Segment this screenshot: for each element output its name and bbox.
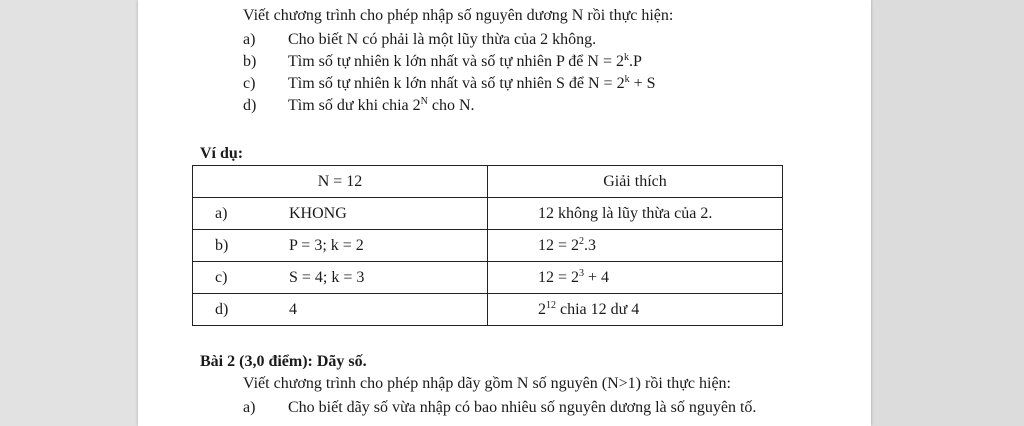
row-label: a) [215,205,228,222]
row-value: KHONG [289,205,347,222]
task-text: Cho biết N có phải là một lũy thừa của 2 không. [288,31,597,48]
table-header-row [193,166,783,198]
row-value: S = 4; k = 3 [289,269,365,286]
task-marker: a) [243,31,256,48]
table-header: N = 12 [193,166,488,198]
document-page [138,0,871,426]
row-explanation: 12 không là lũy thừa của 2. [537,205,713,222]
row-label: b) [215,237,229,254]
row-label: c) [215,269,228,286]
task-text: Tìm số tự nhiên k lớn nhất và số tự nhiên P để $N = 2^k.P$ [288,52,642,70]
table-row [193,294,783,326]
table-header: Giải thích [487,166,782,198]
table-cell [487,230,782,262]
task-marker: a) [243,399,256,416]
row-value: 4 [289,301,297,318]
table-cell [193,230,488,262]
row-label: d) [215,301,229,318]
table-cell [193,262,488,294]
table-cell [487,262,782,294]
table-row [193,198,783,230]
row-explanation: $2^{12}$ chia 12 dư 4 [537,300,640,318]
row-value: P = 3; k = 2 [289,237,364,254]
row-explanation: $12 = 2^3 + 4$ [537,268,610,286]
task-text: Tìm số dư khi chia $2^N$ cho N. [288,96,475,114]
task-text: Tìm số tự nhiên k lớn nhất và số tự nhiên S để $N = 2^k + S$ [288,74,656,92]
table-cell [487,198,782,230]
table-row [193,230,783,262]
background-right [871,0,1024,426]
task-marker: c) [243,75,256,92]
table-cell [193,294,488,326]
section2-title: Bài 2 (3,0 điểm): Dãy số. [200,353,367,370]
row-explanation: $12 = 2^2.3$ [537,236,596,254]
task-marker: b) [243,53,257,70]
section2-intro: Viết chương trình cho phép nhập dãy gồm N số nguyên (N>1) rồi thực hiện: [243,375,731,392]
example-title: Ví dụ: [200,145,244,162]
example-table [192,165,783,326]
intro-line: Viết chương trình cho phép nhập số nguyên dương N rồi thực hiện: [243,7,674,24]
table-cell [487,294,782,326]
task-marker: d) [243,97,257,114]
background-left [0,0,138,426]
section2-task-a: Cho biết dãy số vừa nhập có bao nhiêu số nguyên dương là số nguyên tố. [288,399,757,416]
table-cell [193,198,488,230]
table-row [193,262,783,294]
